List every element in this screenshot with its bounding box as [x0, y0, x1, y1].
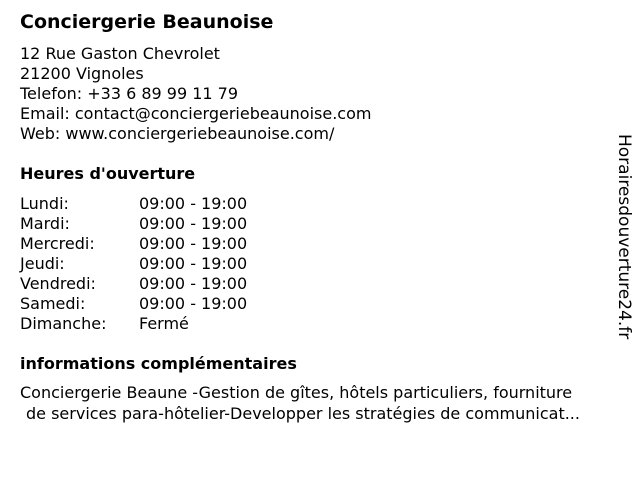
day-label: Jeudi:: [20, 254, 65, 273]
time-value: 09:00 - 19:00: [139, 274, 248, 293]
address-city: 21200 Vignoles: [20, 64, 144, 83]
time-value: 09:00 - 19:00: [139, 294, 248, 313]
day-label: Mercredi:: [20, 234, 95, 253]
description-line: Conciergerie Beaune -Gestion de gîtes, hôtels particuliers, fourniture: [20, 383, 573, 402]
website-link[interactable]: Web: www.conciergeriebeaunoise.com/: [20, 124, 335, 143]
additional-info-heading: informations complémentaires: [20, 354, 297, 373]
time-value: 09:00 - 19:00: [139, 254, 248, 273]
time-value: 09:00 - 19:00: [139, 234, 248, 253]
hours-row-wednesday: [20, 234, 280, 254]
hours-row-monday: [20, 194, 280, 214]
site-watermark: [612, 134, 636, 344]
description-line: de services para-hôtelier-Developper les stratégies de communicat...: [26, 404, 580, 423]
time-value: 09:00 - 19:00: [139, 194, 248, 213]
address-street: 12 Rue Gaston Chevrolet: [20, 44, 220, 63]
day-label: Samedi:: [20, 294, 86, 313]
day-label: Vendredi:: [20, 274, 96, 293]
day-label: Mardi:: [20, 214, 70, 233]
business-name: Conciergerie Beaunoise: [20, 11, 274, 33]
email-address[interactable]: Email: contact@conciergeriebeaunoise.com: [20, 104, 372, 123]
day-label: Dimanche:: [20, 314, 107, 333]
watermark-text: Horairesdouverture24.fr: [614, 134, 634, 340]
time-value: Fermé: [139, 314, 189, 333]
opening-hours-table: [20, 194, 280, 334]
hours-row-tuesday: [20, 214, 280, 234]
day-label: Lundi:: [20, 194, 69, 213]
hours-row-thursday: [20, 254, 280, 274]
hours-row-saturday: [20, 294, 280, 314]
hours-row-sunday: [20, 314, 280, 334]
business-description: [20, 382, 632, 424]
phone-number[interactable]: Telefon: +33 6 89 99 11 79: [20, 84, 239, 103]
time-value: 09:00 - 19:00: [139, 214, 248, 233]
contact-block: [20, 44, 371, 144]
opening-hours-heading: Heures d'ouverture: [20, 164, 196, 183]
hours-row-friday: [20, 274, 280, 294]
